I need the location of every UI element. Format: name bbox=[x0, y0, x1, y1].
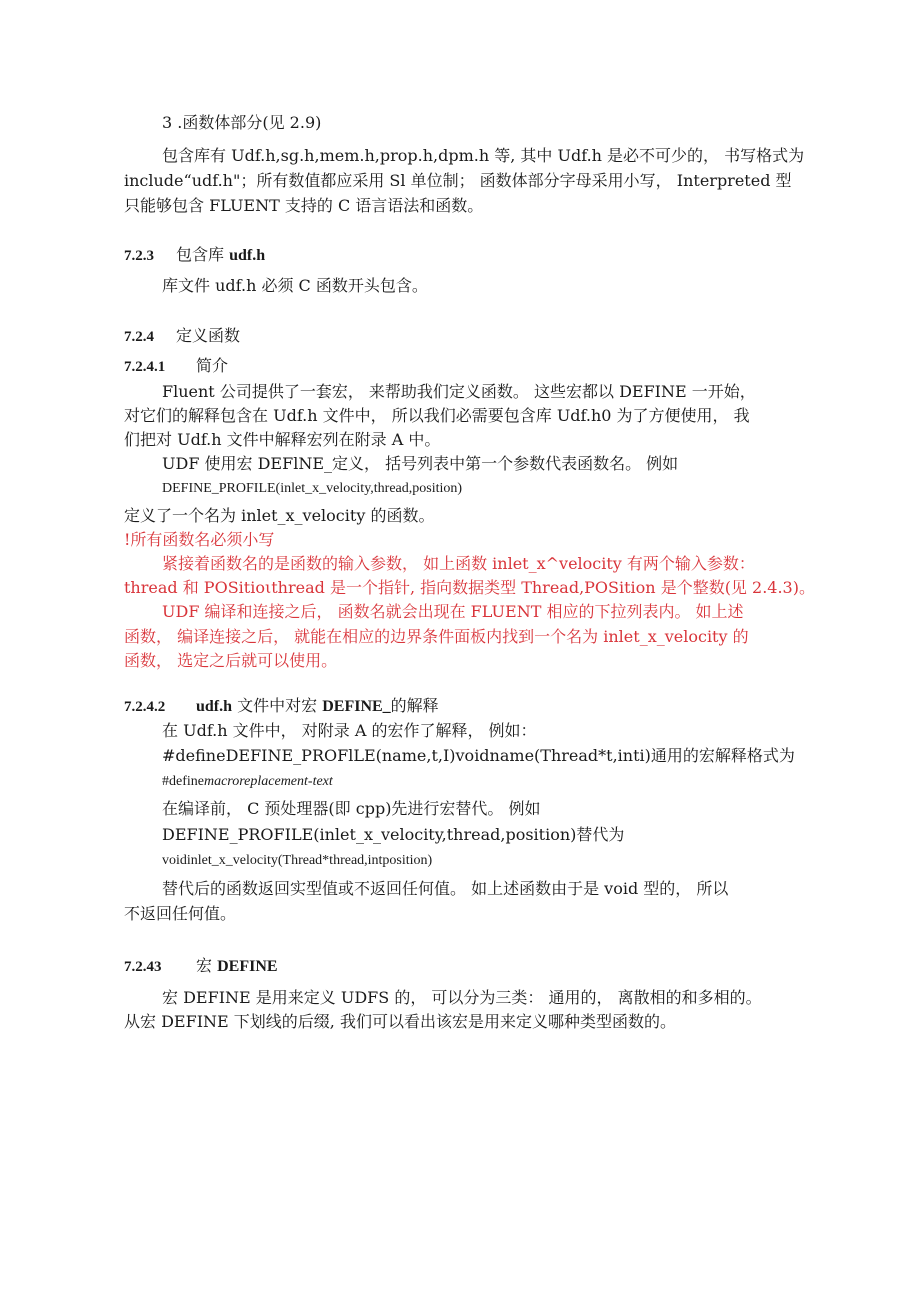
section-3-title: 3 .函数体部分(见 2.9) bbox=[162, 113, 322, 132]
s7242-line-1: 在 Udf.h 文件中， 对附录 A 的宏作了解释， 例如： bbox=[162, 721, 537, 740]
s7242-line-4: 在编译前， C 预处理器(即 cpp)先进行宏替代。 例如 bbox=[162, 799, 541, 818]
s7242-line-5: DEFINE_PROFILE(inlet_x_velocity,thread,position)替代为 bbox=[162, 825, 625, 844]
define-keyword: #define bbox=[162, 774, 204, 789]
s7242-line-7: 替代后的函数返回实型值或不返回任何值。 如上述函数由于是 void 型的， 所以 bbox=[162, 879, 729, 898]
heading-bold-text: DEFINE bbox=[217, 958, 278, 975]
heading-text-2: 的解释 bbox=[390, 696, 439, 715]
heading-bold-text: udf.h bbox=[196, 698, 233, 715]
s7243-line-1: 宏 DEFINE 是用来定义 UDFS 的， 可以分为三类： 通用的， 离散相的和多相的。 bbox=[162, 988, 762, 1007]
s7242-line-8: 不返回任何值。 bbox=[124, 904, 237, 923]
s7241-line-2: 对它们的解释包含在 Udf.h 文件中， 所以我们必需要包含库 Udf.h0 为了方便使用， 我 bbox=[124, 406, 750, 425]
heading-number: 7.2.43 bbox=[124, 959, 162, 975]
heading-number: 7.2.4.1 bbox=[124, 359, 166, 375]
heading-text: 定义函数 bbox=[176, 326, 241, 345]
red-para-line-4: 函数， 编译连接之后， 就能在相应的边界条件面板内找到一个名为 inlet_x_velocity 的 bbox=[124, 627, 749, 646]
heading-7-2-4-1 bbox=[124, 355, 228, 378]
heading-7-2-3 bbox=[124, 244, 265, 267]
section-3-para-line-1: 包含库有 Udf.h,sg.h,mem.h,prop.h,dpm.h 等, 其中 Udf.h 是必不可少的， 书写格式为 bbox=[162, 146, 805, 165]
heading-number: 7.2.4 bbox=[124, 329, 154, 345]
replacement-text: macroreplacement-text bbox=[203, 774, 333, 789]
red-para-line-3: UDF 编译和连接之后， 函数名就会出现在 FLUENT 相应的下拉列表内。 如上述 bbox=[162, 602, 744, 621]
s723-body: 库文件 udf.h 必须 C 函数开头包含。 bbox=[162, 276, 428, 295]
heading-number: 7.2.3 bbox=[124, 248, 154, 264]
red-para-line-2: thread 和 POSitioιthread 是一个指针, 指向数据类型 Thread,POSition 是个整数(见 2.4.3)。 bbox=[124, 578, 815, 597]
s7243-line-2: 从宏 DEFINE 下划线的后缀, 我们可以看出该宏是用来定义哪种类型函数的。 bbox=[124, 1012, 676, 1031]
red-para-line-5: 函数， 选定之后就可以使用。 bbox=[124, 651, 338, 670]
s7242-code-line: voidinlet_x_velocity(Thread*thread,intposition) bbox=[162, 853, 433, 868]
heading-text: 包含库 bbox=[176, 245, 230, 264]
section-3-para-line-2: include“udf.h"；所有数值都应采用 Sl 单位制； 函数体部分字母采用小写， Interpreted 型 bbox=[124, 171, 792, 190]
s7241-line-6: 定义了一个名为 inlet_x_velocity 的函数。 bbox=[124, 506, 435, 525]
heading-7-2-4 bbox=[124, 325, 240, 348]
heading-bold-text: udf.h bbox=[229, 247, 266, 264]
red-para-line-1: 紧接着函数名的是函数的输入参数， 如上函数 inlet_x^velocity 有两个输入参数： bbox=[162, 554, 755, 573]
s7241-line-1: Fluent 公司提供了一套宏， 来帮助我们定义函数。 这些宏都以 DEFINE 一开始， bbox=[162, 382, 756, 401]
heading-text: 文件中对宏 bbox=[232, 696, 323, 715]
heading-text: 简介 bbox=[196, 356, 229, 375]
s7241-line-3: 们把对 Udf.h 文件中解释宏列在附录 A 中。 bbox=[124, 430, 441, 449]
heading-bold-text-2: DEFINE_ bbox=[322, 698, 391, 715]
heading-number: 7.2.4.2 bbox=[124, 699, 166, 715]
s7241-code-line: DEFINE_PROFILE(inlet_x_velocity,thread,position) bbox=[162, 481, 463, 496]
s7242-line-2: #defineDEFINE_PROFlLE(name,t,I)voidname(Thread*t,inti)通用的宏解释格式为 bbox=[162, 746, 795, 765]
heading-7-2-43 bbox=[124, 955, 278, 978]
heading-text: 宏 bbox=[196, 956, 218, 975]
note-lowercase: !所有函数名必须小写 bbox=[124, 530, 275, 549]
section-3-para-line-3: 只能够包含 FLUENT 支持的 C 语言语法和函数。 bbox=[124, 196, 484, 215]
s7242-line-3 bbox=[162, 771, 333, 793]
s7241-line-4: UDF 使用宏 DEFlNE_定义， 括号列表中第一个参数代表函数名。 例如 bbox=[162, 454, 679, 473]
heading-7-2-4-2 bbox=[124, 695, 439, 718]
